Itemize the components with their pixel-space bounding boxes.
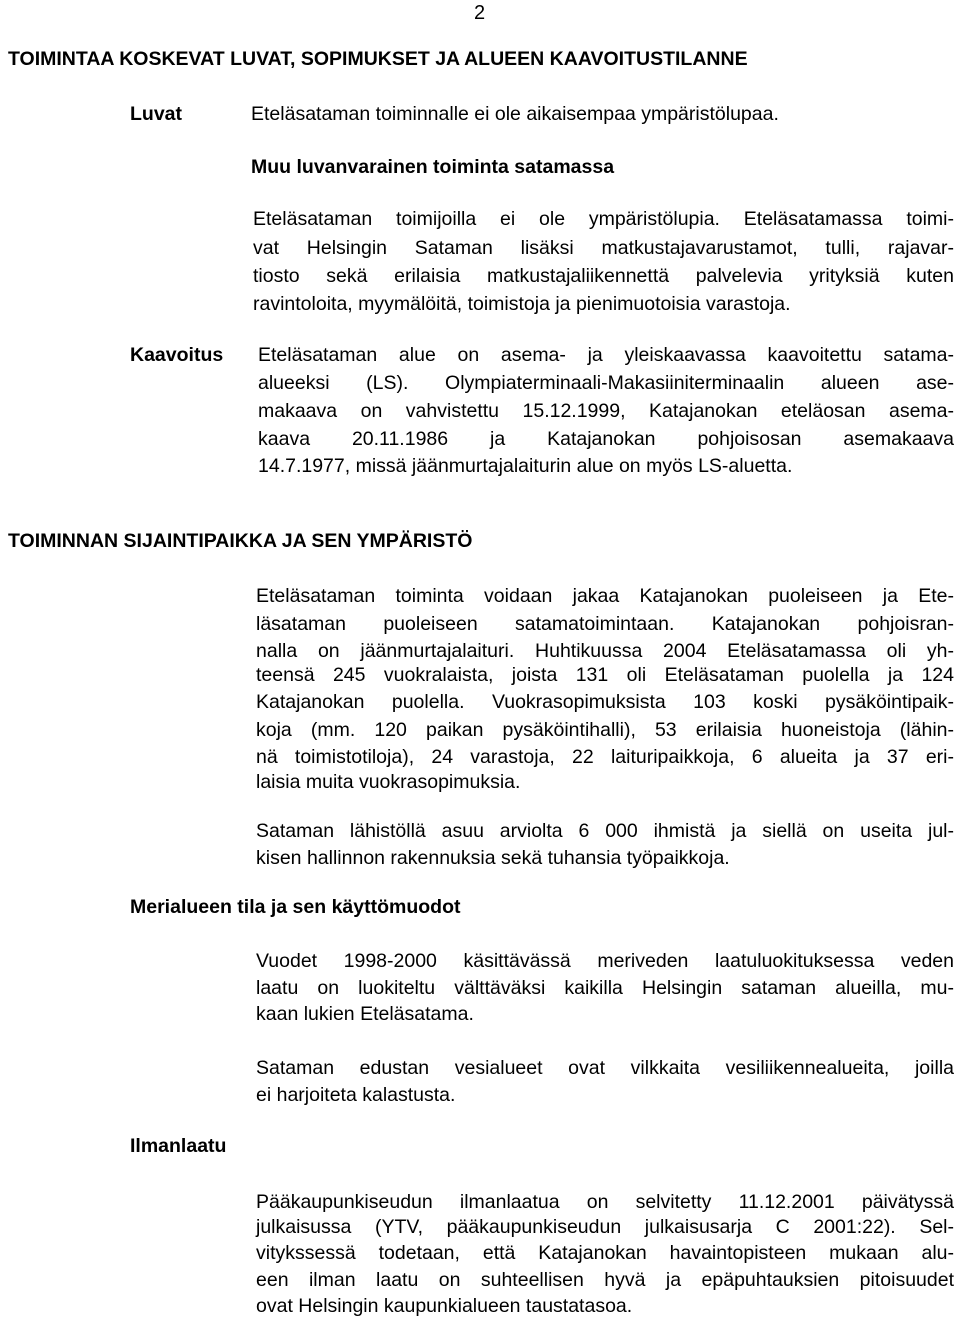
subheading-other-permits: Muu luvanvarainen toiminta satamassa bbox=[251, 156, 615, 178]
subheading-sea-area: Merialueen tila ja sen käyttömuodot bbox=[130, 896, 461, 918]
text-line: laatu on luokiteltu välttäväksi kaikilla Helsingin sataman alueilla, mu- bbox=[256, 977, 954, 999]
text-line: een ilman laatu on suhteellisen hyvä ja epäpuhtauksien pitoisuudet bbox=[256, 1269, 954, 1291]
luvat-text: Eteläsataman toiminnalle ei ole aikaisempaa ympäristölupaa. bbox=[251, 103, 779, 125]
text-line: nalla on jäänmurtajalaituri. Huhtikuussa 2004 Eteläsatamassa oli yh- bbox=[256, 640, 954, 662]
text-line: ovat Helsingin kaupunkialueen taustatasoa. bbox=[256, 1295, 633, 1317]
text-line: vitykssessä todetaan, että Katajanokan havaintopisteen mukaan alu- bbox=[256, 1242, 954, 1264]
section-heading-permits: TOIMINTAA KOSKEVAT LUVAT, SOPIMUKSET JA ALUEEN KAAVOITUSTILANNE bbox=[8, 48, 748, 70]
text-line: koja (mm. 120 paikan pysäköintihalli), 53 erilaisia huoneistoja (lähin- bbox=[256, 719, 954, 741]
text-line: makaava on vahvistettu 15.12.1999, Katajanokan eteläosan asema- bbox=[258, 400, 954, 422]
text-line: Eteläsataman alue on asema- ja yleiskaavassa kaavoitettu satama- bbox=[258, 344, 954, 366]
page-number: 2 bbox=[474, 2, 486, 24]
text-line: läsataman puoleiseen satamatoimintaan. Katajanokan pohjoisran- bbox=[256, 613, 954, 635]
text-line: laisia muita vuokrasopimuksia. bbox=[256, 771, 521, 793]
text-line: tiosto sekä erilaisia matkustajaliikennettä palvelevia yrityksiä kuten bbox=[253, 265, 954, 287]
text-line: 14.7.1977, missä jäänmurtajalaiturin alue on myös LS-aluetta. bbox=[258, 455, 793, 477]
label-luvat: Luvat bbox=[130, 103, 183, 125]
label-air-quality: Ilmanlaatu bbox=[130, 1135, 227, 1157]
text-line: nä toimistotiloja), 24 varastoja, 22 laituripaikkoja, 6 alueita ja 37 eri- bbox=[256, 746, 954, 768]
text-line: kisen hallinnon rakennuksia sekä tuhansia työpaikkoja. bbox=[256, 847, 730, 869]
text-line: ei harjoiteta kalastusta. bbox=[256, 1084, 456, 1106]
text-line: Vuodet 1998-2000 käsittävässä meriveden laatuluokituksessa veden bbox=[256, 950, 954, 972]
text-line: kaava 20.11.1986 ja Katajanokan pohjoisosan asemakaava bbox=[258, 428, 954, 450]
text-line: Katajanokan puolella. Vuokrasopimuksista 103 koski pysäköintipaik- bbox=[256, 691, 954, 713]
text-line: Pääkaupunkiseudun ilmanlaatua on selvitetty 11.12.2001 päivätyssä bbox=[256, 1191, 954, 1213]
text-line: teensä 245 vuokralaista, joista 131 oli Eteläsataman puolella ja 124 bbox=[256, 664, 954, 686]
text-line: Eteläsataman toimijoilla ei ole ympäristölupia. Eteläsatamassa toimi- bbox=[253, 208, 954, 230]
text-line: Eteläsataman toiminta voidaan jakaa Katajanokan puoleiseen ja Ete- bbox=[256, 585, 954, 607]
section-heading-location: TOIMINNAN SIJAINTIPAIKKA JA SEN YMPÄRISTÖ bbox=[8, 530, 473, 552]
text-line: ravintoloita, myymälöitä, toimistoja ja pienimuotoisia varastoja. bbox=[253, 293, 791, 315]
text-line: Sataman lähistöllä asuu arviolta 6 000 ihmistä ja siellä on useita jul- bbox=[256, 820, 954, 842]
text-line: Sataman edustan vesialueet ovat vilkkaita vesiliikennealueita, joilla bbox=[256, 1057, 954, 1079]
text-line: kaan lukien Eteläsatama. bbox=[256, 1003, 474, 1025]
text-line: alueeksi (LS). Olympiaterminaali-Makasiiniterminaalin alueen ase- bbox=[258, 372, 954, 394]
text-line: julkaisussa (YTV, pääkaupunkiseudun julkaisusarja C 2001:22). Sel- bbox=[256, 1216, 954, 1238]
text-line: vat Helsingin Sataman lisäksi matkustajavarustamot, tulli, rajavar- bbox=[253, 237, 954, 259]
label-kaavoitus: Kaavoitus bbox=[130, 344, 224, 366]
